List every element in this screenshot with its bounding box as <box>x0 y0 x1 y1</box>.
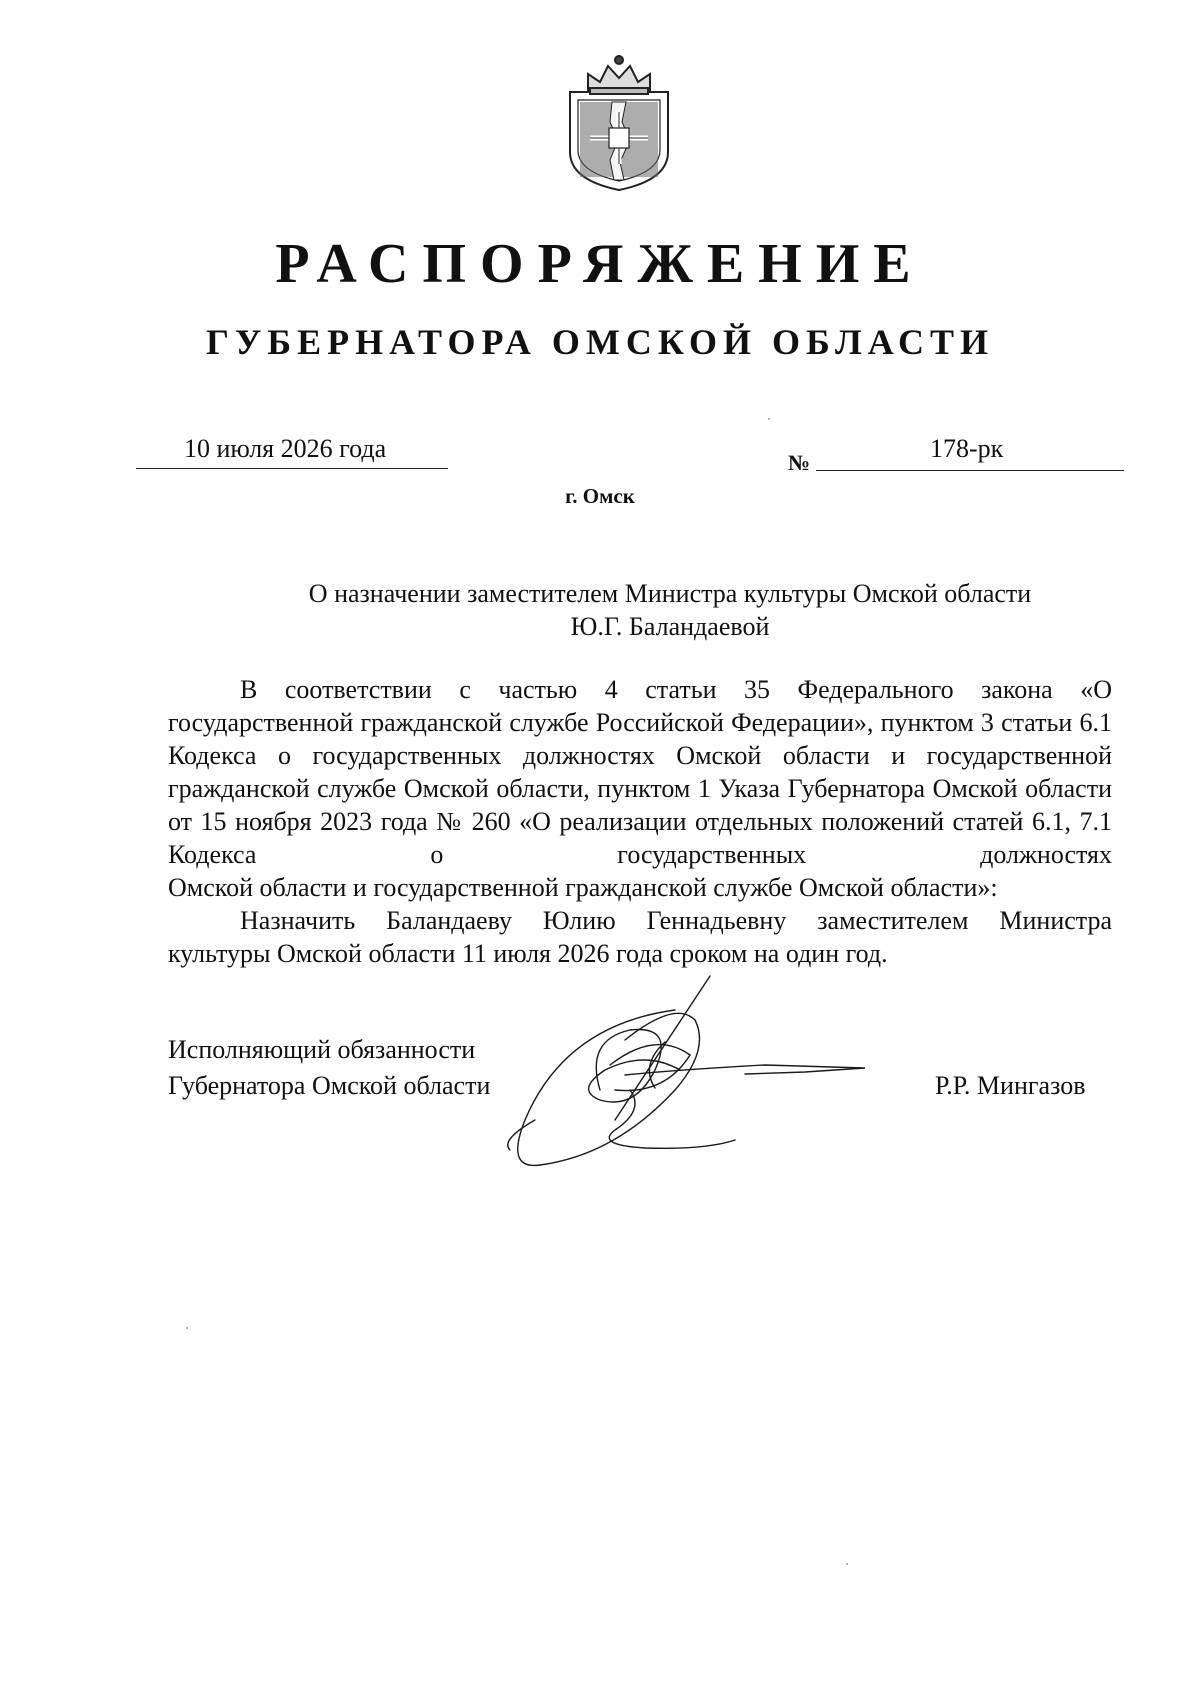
subject-line-1: О назначении заместителем Министра культуры Омской области <box>308 579 1032 608</box>
paragraph-basis <box>168 673 1112 871</box>
document-title: РАСПОРЯЖЕНИЕ <box>275 233 925 295</box>
number-underline <box>816 470 1124 471</box>
paragraph-basis-text: В соответствии с частью 4 статьи 35 Федерального закона «О государственной гражданской службе Российской Федерации», пунктом 3 статьи 6.1 Кодекса о государственных должностях Омской области и государственной гражданской службе Омской области, пунктом 1 Указа Губернатора Омской области от 15 ноября 2023 года № 260 «О реализации отдельных положений статей 6.1, 7.1 Кодекса о государственных должностях <box>168 675 1112 869</box>
document-number: 178-рк <box>930 434 1004 463</box>
signatory-position <box>168 1032 490 1104</box>
scan-speck <box>846 1563 848 1565</box>
number-label: № <box>788 450 811 475</box>
scan-speck <box>186 1327 188 1329</box>
document-city: г. Омск <box>565 484 635 508</box>
handwritten-signature-icon <box>505 970 900 1175</box>
signatory-position-line-1: Исполняющий обязанности <box>168 1035 476 1064</box>
document-issuer: ГУБЕРНАТОРА ОМСКОЙ ОБЛАСТИ <box>205 322 995 362</box>
document-date: 10 июля 2026 года <box>184 434 387 463</box>
paragraph-appointment: Назначить Баландаеву Юлию Геннадьевну заместителем Министра <box>240 906 1112 935</box>
signatory-name: Р.Р. Мингазов <box>935 1071 1086 1100</box>
omsk-oblast-coat-of-arms-icon <box>560 52 678 194</box>
scan-speck <box>768 418 770 420</box>
signatory-position-line-2: Губернатора Омской области <box>168 1071 491 1100</box>
date-underline <box>136 468 448 469</box>
paragraph-basis-last-line: Омской области и государственной гражданской службе Омской области»: <box>168 873 998 902</box>
subject-line-2: Ю.Г. Баландаевой <box>570 612 770 641</box>
paragraph-appointment-last-line: культуры Омской области 11 июля 2026 года сроком на один год. <box>168 939 888 968</box>
